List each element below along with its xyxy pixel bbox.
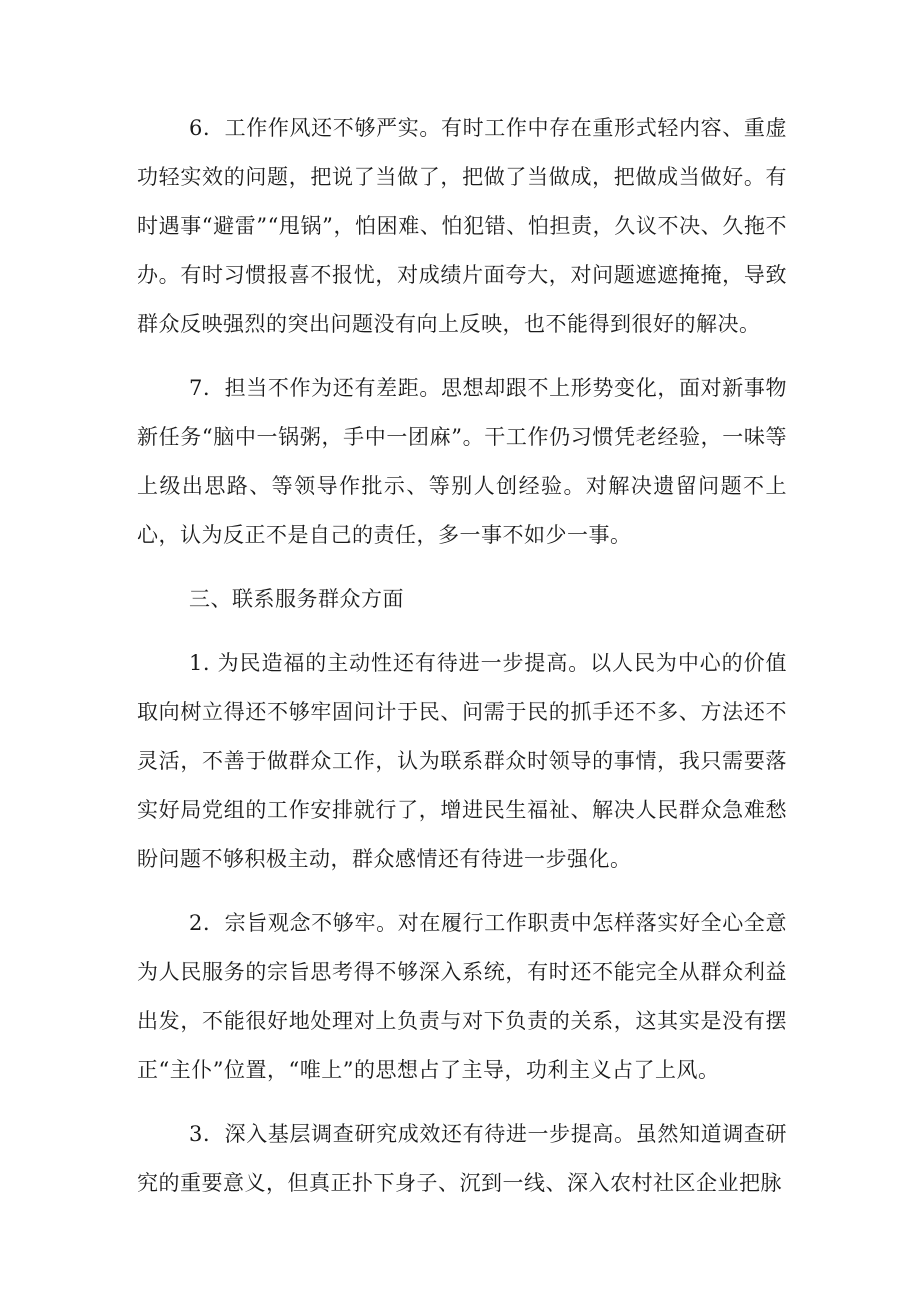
paragraph-research: 3．深入基层调查研究成效还有待进一步提高。虽然知道调查研究的重要意义，但真正扑下身子、沉到一线、深入农村社区企业把脉 (137, 1122, 787, 1195)
paragraph-responsibility: 7．担当不作为还有差距。思想却跟不上形势变化，面对新事物新任务“脑中一锅粥，手中一团麻”。干工作仍习惯凭老经验，一味等上级出思路、等领导作批示、等别人创经验。对解决遗留问题不上心，认为反正不是自己的责任，多一事不如少一事。 (137, 376, 787, 547)
paragraph-service-initiative: 1. 为民造福的主动性还有待进一步提高。以人民为中心的价值取向树立得还不够牢固问计于民、问需于民的抓手还不多、方法还不灵活，不善于做群众工作，认为联系群众时领导的事情，我只需要落实好局党组的工作安排就行了，增进民生福祉、解决人民群众急难愁盼问题不够积极主动，群众感情还有待进一步强化。 (137, 651, 787, 871)
document-body (137, 104, 787, 1208)
paragraph-work-style: 6．工作作风还不够严实。有时工作中存在重形式轻内容、重虚功轻实效的问题，把说了当做了，把做了当做成，把做成当做好。有时遇事“避雷”“甩锅”，怕困难、怕犯错、怕担责，久议不决、久拖不办。有时习惯报喜不报忧，对成绩片面夸大，对问题遮遮掩掩，导致群众反映强烈的突出问题没有向上反映，也不能得到很好的解决。 (137, 116, 787, 336)
section-heading: 三、联系服务群众方面 (189, 587, 404, 611)
paragraph-purpose: 2．宗旨观念不够牢。对在履行工作职责中怎样落实好全心全意为人民服务的宗旨思考得不够深入系统，有时还不能完全从群众利益出发，不能很好地处理对上负责与对下负责的关系，这其实是没有摆正“主仆”位置，“唯上”的思想占了主导，功利主义占了上风。 (137, 911, 787, 1082)
